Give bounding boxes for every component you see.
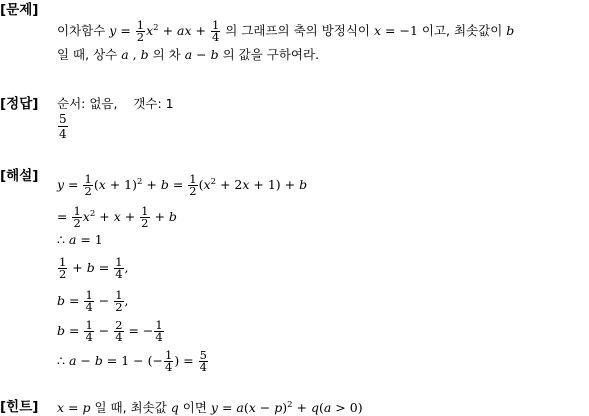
hint-label: [힌트] — [0, 399, 39, 415]
solution-step-2: = $\frac{1}{2}$ $x^2 + x$ + $\frac{1}{2}$ + b — [57, 204, 177, 230]
problem-text-1: 이차함수 — [57, 23, 106, 38]
solution-step-6: b = $\frac{1}{4}$ − $\frac{2}{4}$ = − $\frac{1}{4}$ — [57, 318, 163, 344]
solution-step-1: y = $\frac{1}{2}$ $(x + 1)^2 + b$ = $\frac{1}{2}$ $(x^2 + 2x + 1) + b$ — [57, 172, 308, 198]
solution-step-3: ∴ a = 1 — [57, 232, 103, 247]
problem-label: [문제] — [0, 2, 39, 18]
answer-numerator: 5 — [59, 112, 67, 126]
problem-line-1 — [57, 20, 514, 43]
answer-value — [57, 112, 69, 141]
hint-condition: x = p — [57, 400, 91, 415]
problem-text-3: 이고, 최솟값이 — [421, 23, 503, 38]
answer-meta: 순서: 없음, 갯수: 1 — [57, 96, 174, 111]
hint-line — [57, 401, 363, 415]
solution-step-7: ∴ a − b = 1 − (− $\frac{1}{4}$ ) = $\frac{5}{4}$ — [57, 348, 207, 374]
solution-label: [해설] — [0, 168, 39, 184]
solution-step-4: $\frac{1}{2}$ + b = $\frac{1}{4}$ , — [59, 255, 129, 281]
problem-const-b: b — [140, 47, 149, 62]
problem-function-formula: y = $\frac{1}{2}$ $x^2$ + ax + $\frac{1}{4}$ — [109, 18, 220, 44]
problem-min-b: b — [506, 23, 515, 38]
problem-text-6: 의 값을 구하여라. — [222, 47, 320, 62]
problem-text-5: 의 차 — [152, 47, 181, 62]
problem-text-2: 의 그래프의 축의 방정식이 — [225, 23, 371, 38]
hint-formula: $y = a(x - p)^2 + q(a > 0)$ — [210, 400, 363, 415]
hint-text-2: 이면 — [182, 400, 207, 415]
problem-const-a: a , — [121, 47, 137, 62]
hint-text-1: 일 때, 최솟값 — [94, 400, 167, 415]
hint-min-q: q — [170, 400, 179, 415]
problem-text-4: 일 때, 상수 — [57, 47, 118, 62]
answer-label: [정답] — [0, 96, 39, 112]
problem-diff: a − b — [184, 47, 219, 62]
problem-axis-formula: x = −1 — [374, 23, 418, 38]
solution-step-5: b = $\frac{1}{4}$ − $\frac{1}{2}$ , — [57, 288, 129, 314]
answer-denominator: 4 — [59, 127, 67, 141]
problem-line-2 — [57, 48, 319, 62]
